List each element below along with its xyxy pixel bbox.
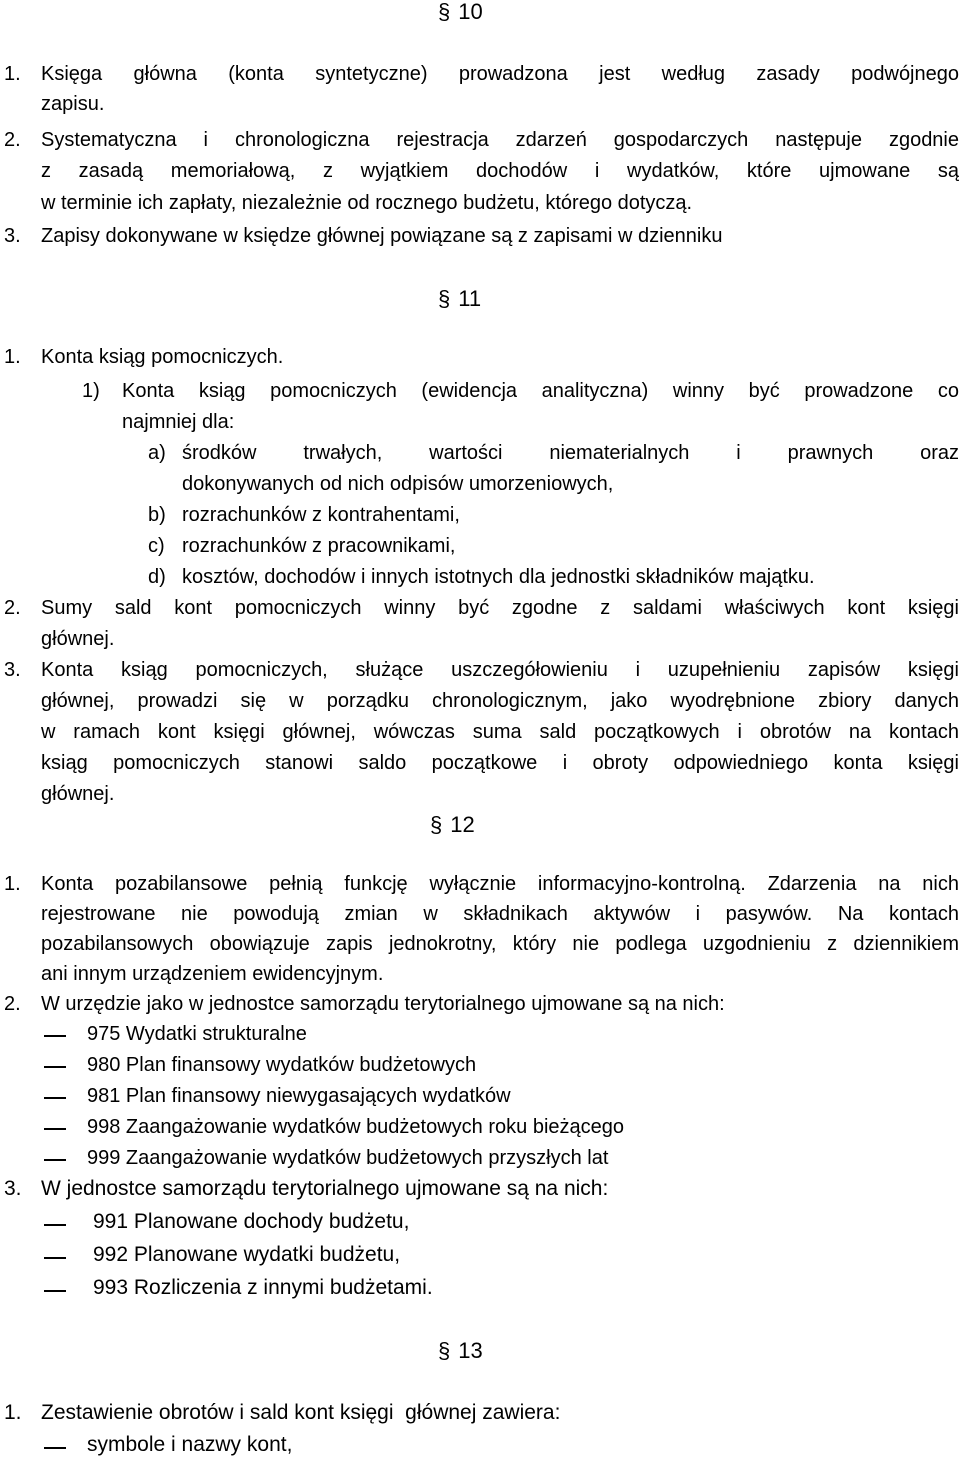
letter-label: c) <box>148 535 165 557</box>
item-number: 1. <box>4 346 21 368</box>
paragraph-line: Systematyczna i chronologiczna rejestracja zdarzeń gospodarczych następuje zgodnie <box>41 129 959 151</box>
item-number: 1. <box>4 63 21 85</box>
list-item: symbole i nazwy kont, <box>87 1433 293 1456</box>
item-number: 2. <box>4 993 21 1015</box>
paragraph-line: Księga główna (konta syntetyczne) prowadzona jest według zasady podwójnego <box>41 63 959 85</box>
paragraph-line: w ramach kont księgi głównej, wówczas suma sald początkowych i obrotów na kontach <box>41 721 959 743</box>
letter-label: a) <box>148 442 166 464</box>
dash-bullet-icon <box>44 1159 66 1161</box>
paragraph-line: Zapisy dokonywane w księdze głównej powiązane są z zapisami w dzienniku <box>41 225 723 247</box>
list-item: 999 Zaangażowanie wydatków budżetowych przyszłych lat <box>87 1147 609 1169</box>
paragraph-line: w terminie ich zapłaty, niezależnie od rocznego budżetu, którego dotyczą. <box>41 192 693 214</box>
list-item: 991 Planowane dochody budżetu, <box>93 1210 410 1233</box>
item-number: 3. <box>4 1177 22 1200</box>
paragraph-line: Konta ksiąg pomocniczych, służące uszczegółowieniu i uzupełnieniu zapisów księgi <box>41 659 959 681</box>
dash-bullet-icon <box>44 1290 66 1292</box>
paragraph-line: zapisu. <box>41 93 105 115</box>
paragraph-line: dokonywanych od nich odpisów umorzeniowych, <box>182 473 614 495</box>
section-heading-10: § 10 <box>438 0 483 24</box>
item-number: 2. <box>4 129 21 151</box>
paragraph-line: Konta ksiąg pomocniczych (ewidencja analityczna) winny być prowadzone co <box>122 380 959 402</box>
item-number: 3. <box>4 659 21 681</box>
list-item: 980 Plan finansowy wydatków budżetowych <box>87 1054 477 1076</box>
section-symbol: § <box>438 0 451 24</box>
item-number: 2. <box>4 597 21 619</box>
section-heading-12: § 12 <box>430 812 475 837</box>
item-number: 3. <box>4 225 21 247</box>
section-heading-13: § 13 <box>438 1338 483 1363</box>
paragraph-line: głównej, prowadzi się w porządku chronologicznym, jako wyodrębnione zbiory danych <box>41 690 959 712</box>
paragraph-line: najmniej dla: <box>122 411 235 433</box>
dash-bullet-icon <box>44 1224 66 1226</box>
section-heading-11: § 11 <box>438 286 482 311</box>
paragraph-line: ani innym urządzeniem ewidencyjnym. <box>41 963 384 985</box>
list-item: 975 Wydatki strukturalne <box>87 1023 307 1045</box>
paragraph-line: Zestawienie obrotów i sald kont księgi głównej zawiera: <box>41 1401 561 1424</box>
list-item: 981 Plan finansowy niewygasających wydatków <box>87 1085 511 1107</box>
list-item: 993 Rozliczenia z innymi budżetami. <box>93 1276 433 1299</box>
paragraph-line: Konta pozabilansowe pełnią funkcję wyłącznie informacyjno-kontrolną. Zdarzenia na nich <box>41 873 959 895</box>
section-symbol: § <box>430 812 443 837</box>
paragraph-line: rejestrowane nie powodują zmian w składnikach aktywów i pasywów. Na kontach <box>41 903 959 925</box>
list-item: 998 Zaangażowanie wydatków budżetowych roku bieżącego <box>87 1116 625 1138</box>
dash-bullet-icon <box>44 1035 66 1037</box>
item-number: 1. <box>4 873 21 895</box>
section-symbol: § <box>438 1338 451 1363</box>
paragraph-line: środków trwałych, wartości niematerialnych i prawnych oraz <box>182 442 959 464</box>
item-number: 1. <box>4 1401 22 1424</box>
paragraph-line: z zasadą memoriałową, z wyjątkiem dochodów i wydatków, które ujmowane są <box>41 160 959 182</box>
letter-label: b) <box>148 504 166 526</box>
paragraph-line: pozabilansowych obowiązuje zapis jednokrotny, który nie podlega uzgodnieniu z dziennikiem <box>41 933 959 955</box>
dash-bullet-icon <box>44 1097 66 1099</box>
paragraph-line: kosztów, dochodów i innych istotnych dla jednostki składników majątku. <box>182 566 815 588</box>
dash-bullet-icon <box>44 1257 66 1259</box>
paragraph-line: głównej. <box>41 628 115 650</box>
section-symbol: § <box>438 286 451 311</box>
paragraph-line: rozrachunków z kontrahentami, <box>182 504 460 526</box>
paragraph-line: W urzędzie jako w jednostce samorządu terytorialnego ujmowane są na nich: <box>41 993 725 1015</box>
paragraph-line: głównej. <box>41 783 115 805</box>
paragraph-line: rozrachunków z pracownikami, <box>182 535 456 557</box>
paragraph-line: Konta ksiąg pomocniczych. <box>41 346 284 368</box>
subitem-number: 1) <box>82 380 100 402</box>
paragraph-line: ksiąg pomocniczych stanowi saldo początkowe i obroty odpowiedniego konta księgi <box>41 752 959 774</box>
dash-bullet-icon <box>44 1447 66 1449</box>
list-item: 992 Planowane wydatki budżetu, <box>93 1243 401 1266</box>
dash-bullet-icon <box>44 1066 66 1068</box>
dash-bullet-icon <box>44 1128 66 1130</box>
letter-label: d) <box>148 566 166 588</box>
paragraph-line: Sumy sald kont pomocniczych winny być zgodne z saldami właściwych kont księgi <box>41 597 959 619</box>
paragraph-line: W jednostce samorządu terytorialnego ujmowane są na nich: <box>41 1177 609 1200</box>
